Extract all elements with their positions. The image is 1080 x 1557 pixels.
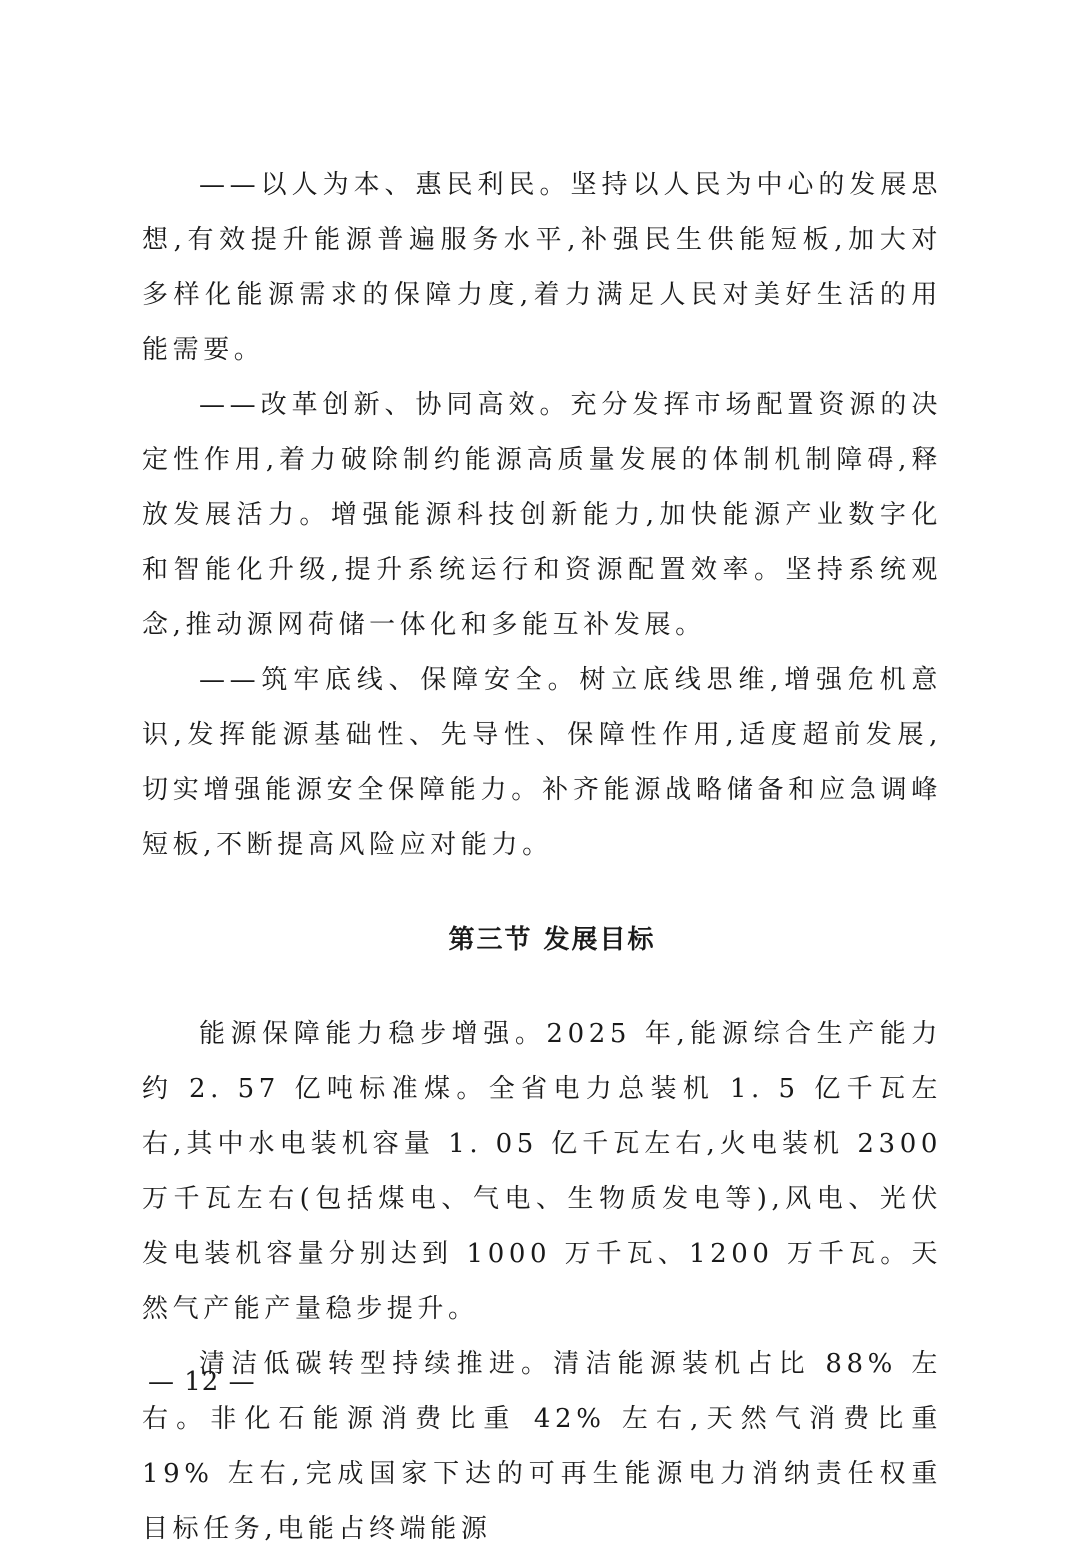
goal-energy-supply: 能源保障能力稳步增强。2025 年,能源综合生产能力约 2. 57 亿吨标准煤。全省电力总装机 1. 5 亿千瓦左右,其中水电装机容量 1. 05 亿千瓦左右,火电装机 2300 万千瓦左右(包括煤电、气电、生物质发电等),风电、光伏发电装机容量分别达到 1000 万千瓦、1200 万千瓦。天然气产能产量稳步提升。 (142, 1019, 942, 1324)
section-heading: 第三节 发展目标 (448, 925, 656, 955)
page-body (142, 158, 942, 1557)
principle-reform-innovation: ——改革创新、协同高效。充分发挥市场配置资源的决定性作用,着力破除制约能源高质量发展的体制机制障碍,释放发展活力。增强能源科技创新能力,加快能源产业数字化和智能化升级,提升系统运行和资源配置效率。坚持系统观念,推动源网荷储一体化和多能互补发展。 (142, 390, 942, 640)
goal-clean-transition: 清洁低碳转型持续推进。清洁能源装机占比 88% 左右。非化石能源消费比重 42% 左右,天然气消费比重 19% 左右,完成国家下达的可再生能源电力消纳责任权重目标任务,电能占终端能源 (142, 1349, 942, 1544)
page-number: — 12 — (148, 1367, 256, 1397)
principle-security: ——筑牢底线、保障安全。树立底线思维,增强危机意识,发挥能源基础性、先导性、保障性作用,适度超前发展,切实增强能源安全保障能力。补齐能源战略储备和应急调峰短板,不断提高风险应对能力。 (142, 665, 942, 860)
principle-people-oriented: ——以人为本、惠民利民。坚持以人民为中心的发展思想,有效提升能源普遍服务水平,补强民生供能短板,加大对多样化能源需求的保障力度,着力满足人民对美好生活的用能需要。 (142, 170, 942, 365)
